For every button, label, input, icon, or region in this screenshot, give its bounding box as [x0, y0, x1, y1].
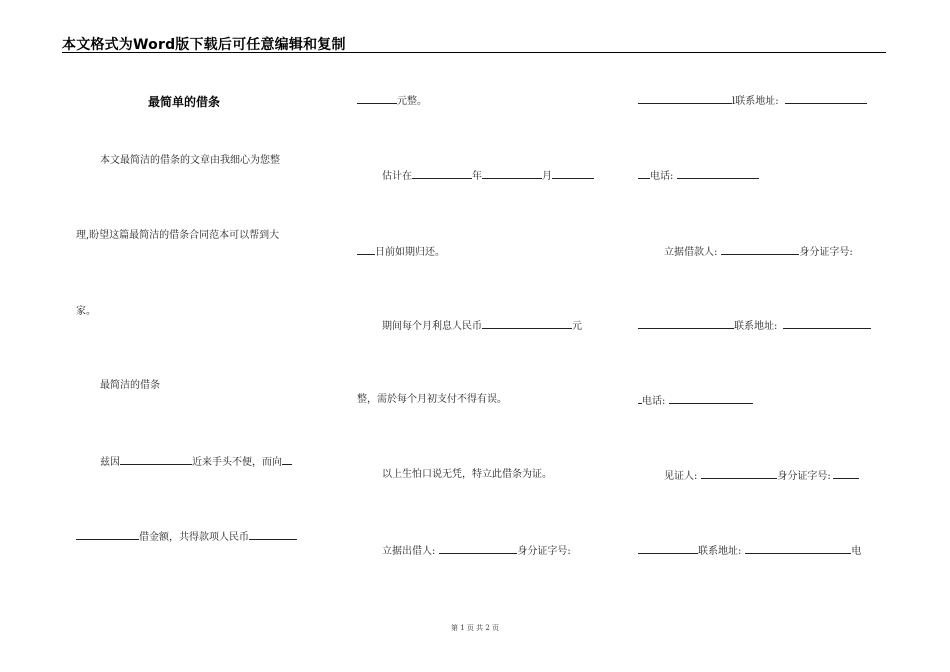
blank-line	[282, 454, 292, 465]
text-fragment: 借金额，共得款项人民币	[139, 532, 249, 543]
blank-line	[357, 93, 397, 104]
blank-line	[482, 168, 542, 179]
text-fragment: 近来手头不便，而向	[192, 457, 282, 468]
blank-line	[833, 468, 859, 479]
text-fragment: 身分证字号:	[777, 471, 831, 482]
text-fragment: 元	[572, 321, 582, 332]
document-title: 最简单的借条	[148, 95, 221, 109]
text-fragment: 元整。	[397, 96, 427, 107]
blank-line	[785, 93, 867, 104]
borrower-line	[664, 244, 853, 259]
body-line-return	[357, 244, 445, 259]
witness-line	[664, 468, 859, 483]
body-line-amount	[76, 529, 297, 544]
borrower-address-line	[638, 318, 871, 333]
blank-line	[701, 468, 777, 479]
text-fragment: 期间每个月利息人民币	[382, 321, 482, 332]
blank-line	[76, 529, 139, 540]
blank-line	[482, 318, 572, 329]
blank-line	[677, 168, 759, 179]
blank-line	[669, 393, 753, 404]
text-fragment: 估计在	[382, 171, 412, 182]
intro-line-1: 本文最简洁的借条的文章由我细心为您整	[100, 155, 280, 166]
body-line-interest	[382, 318, 582, 333]
text-fragment: 年	[472, 171, 482, 182]
body-line-statement: 以上生怕口说无凭，特立此借条为证。	[382, 469, 552, 480]
text-fragment: 联系地址:	[734, 321, 778, 332]
blank-line	[120, 454, 192, 465]
text-fragment: 立据出借人:	[382, 546, 436, 557]
blank-line	[745, 543, 851, 554]
blank-line	[638, 318, 734, 329]
text-fragment: 兹因	[100, 457, 120, 468]
blank-line	[412, 168, 472, 179]
text-fragment: 日前如期归还。	[375, 247, 445, 258]
blank-line	[439, 543, 517, 554]
blank-line	[357, 244, 375, 255]
body-line-reason	[100, 454, 292, 469]
intro-line-2: 理,盼望这篇最简洁的借条合同范本可以帮到大	[76, 230, 280, 241]
lender-line	[382, 543, 571, 558]
text-fragment: 联系地址:	[698, 546, 742, 557]
text-fragment: 电话:	[642, 396, 666, 407]
blank-line	[638, 543, 698, 554]
section-subtitle: 最简洁的借条	[100, 380, 160, 391]
text-fragment: 身分证字号:	[799, 247, 853, 258]
text-fragment: 电	[851, 546, 862, 557]
text-fragment: 立据借款人:	[664, 247, 718, 258]
text-fragment: 月	[542, 171, 552, 182]
blank-line	[783, 318, 871, 329]
blank-line	[552, 168, 594, 179]
blank-line	[249, 529, 297, 540]
body-line-amount-end	[357, 93, 427, 108]
blank-line	[638, 168, 650, 179]
body-line-date	[382, 168, 594, 183]
text-fragment: 见证人:	[664, 471, 698, 482]
lender-phone-line	[638, 168, 759, 183]
borrower-phone-line	[638, 393, 753, 408]
text-fragment: 电话:	[650, 171, 674, 182]
blank-line	[721, 244, 799, 255]
witness-address-line	[638, 543, 861, 558]
blank-line	[638, 93, 732, 104]
intro-line-3: 家。	[76, 306, 96, 317]
body-line-payment: 整，需於每个月初支付不得有误。	[357, 394, 507, 405]
page-number: 第 1 页 共 2 页	[450, 624, 500, 632]
page-header-title: 本文格式为Word版下载后可任意编辑和复制	[62, 37, 346, 53]
header-divider	[62, 52, 886, 53]
text-fragment: 身分证字号:	[517, 546, 571, 557]
lender-address-line	[638, 93, 867, 108]
text-fragment: l联系地址:	[732, 96, 779, 107]
